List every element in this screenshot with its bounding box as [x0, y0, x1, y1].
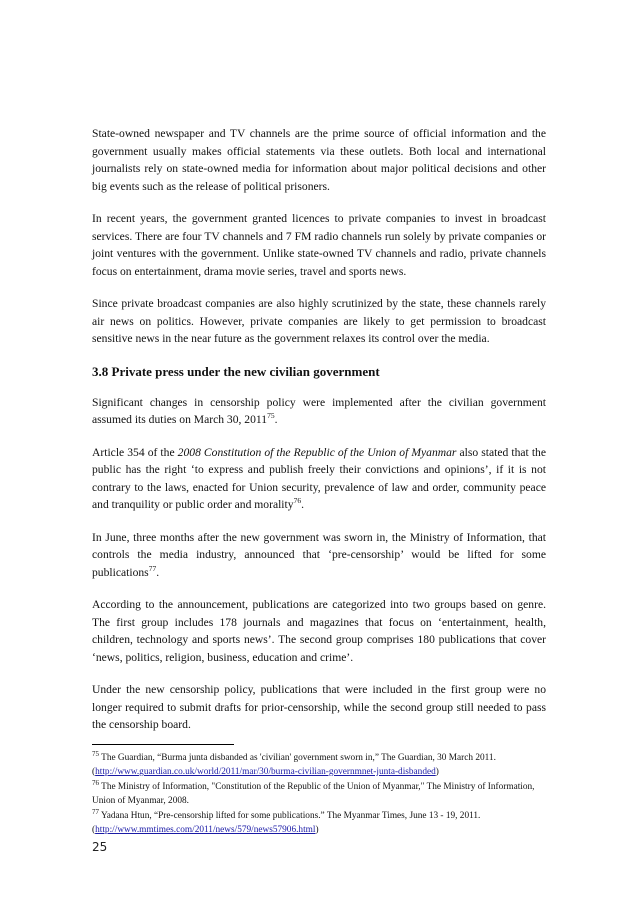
paragraph-end: .: [301, 498, 304, 511]
paragraph-publication-groups: According to the announcement, publications are categorized into two groups based on genre. The first group includes 178 journals and magazines that focus on ‘entertainment, health, children, technology and sports news’. The second group comprises 180 publications that cover ‘news, politics, religion, business, education and crime’.: [92, 598, 546, 664]
constitution-title: 2008 Constitution of the Republic of the Union of Myanmar: [177, 445, 457, 459]
footnote-text: Yadana Htun, “Pre-censorship lifted for some publications.” The Myanmar Times, June 13 - 19, 2011. (: [92, 810, 481, 835]
paragraph-private-licences: In recent years, the government granted licences to private companies to invest in broadcast services. There are four TV channels and 7 FM radio channels run solely by private companies or joint ventures with the government. Unlike state-owned TV channels and radio, private channels focus on entertainment, drama movie series, travel and sports news.: [92, 212, 546, 278]
paragraph-private-broadcast: Since private broadcast companies are also highly scrutinized by the state, these channels rarely air news on politics. However, private companies are likely to get permission to broadcast sensitive news in the near future as the government relaxes its control over the media.: [92, 297, 546, 345]
paragraph-state-media: State-owned newspaper and TV channels are the prime source of official information and the government usually makes official statements via these outlets. Both local and international journalists rely on state-owned media for information about major political decisions and other big events such as the release of political prisoners.: [92, 127, 546, 193]
paragraph-end: .: [274, 413, 278, 426]
paragraph-text: Significant changes in censorship policy were implemented after the civilian government assumed its duties on March 30, 2011: [92, 395, 546, 426]
footnote-link[interactable]: http://www.guardian.co.uk/world/2011/mar/30/burma-civilian-governmnet-junta-disbanded: [95, 767, 436, 777]
paragraph-text: In June, three months after the new government was sworn in, the Ministry of Information, that controls the media industry, announced that ‘pre-censorship’ would be lifted for some publications: [92, 530, 546, 579]
paragraph-pre-censorship: [92, 529, 546, 582]
footnote-close: ): [315, 825, 319, 835]
paragraph-censorship-changes: [92, 394, 546, 429]
paragraph-new-policy: Under the new censorship policy, publications that were included in the first group were no longer required to submit drafts for prior-censorship, while the second group still needed to pass the censorship board.: [92, 683, 546, 731]
paragraph-article-354: [92, 444, 546, 514]
section-heading: 3.8 Private press under the new civilian government: [92, 363, 380, 379]
footnote-separator: [92, 744, 234, 745]
document-body: [92, 125, 546, 838]
footnote-76: [92, 780, 546, 809]
paragraph-end: .: [156, 565, 160, 579]
footnote-number: 76: [92, 778, 99, 787]
footnote-ref-77[interactable]: 77: [148, 563, 157, 573]
footnote-number: 75: [92, 749, 99, 758]
paragraph-text: Article 354 of the: [92, 445, 178, 459]
footnote-77: [92, 809, 546, 838]
footnote-close: ): [435, 767, 439, 777]
paragraph-text: also stated that the public has the right ‘to express and publish freely their convictions and opinions’, if it is not contrary to the laws, enacted for Union security, prevalence of law and order, community peace and tranquility or public order and morality: [92, 445, 546, 511]
footnote-ref-75[interactable]: 75: [267, 411, 275, 421]
footnote-link[interactable]: http://www.mmtimes.com/2011/news/579/news57906.html: [95, 825, 316, 835]
footnote-text: The Guardian, “Burma junta disbanded as 'civilian' government sworn in,” The Guardian, 30 March 2011. (: [92, 752, 496, 777]
footnote-75: [92, 751, 546, 780]
footnote-ref-76[interactable]: 76: [293, 496, 302, 506]
footnote-number: 77: [92, 807, 99, 816]
footnote-text: The Ministry of Information, "Constitution of the Republic of the Union of Myanmar," The Ministry of Information, Union of Myanmar, 2008.: [92, 781, 535, 806]
page-number: 25: [92, 840, 108, 854]
